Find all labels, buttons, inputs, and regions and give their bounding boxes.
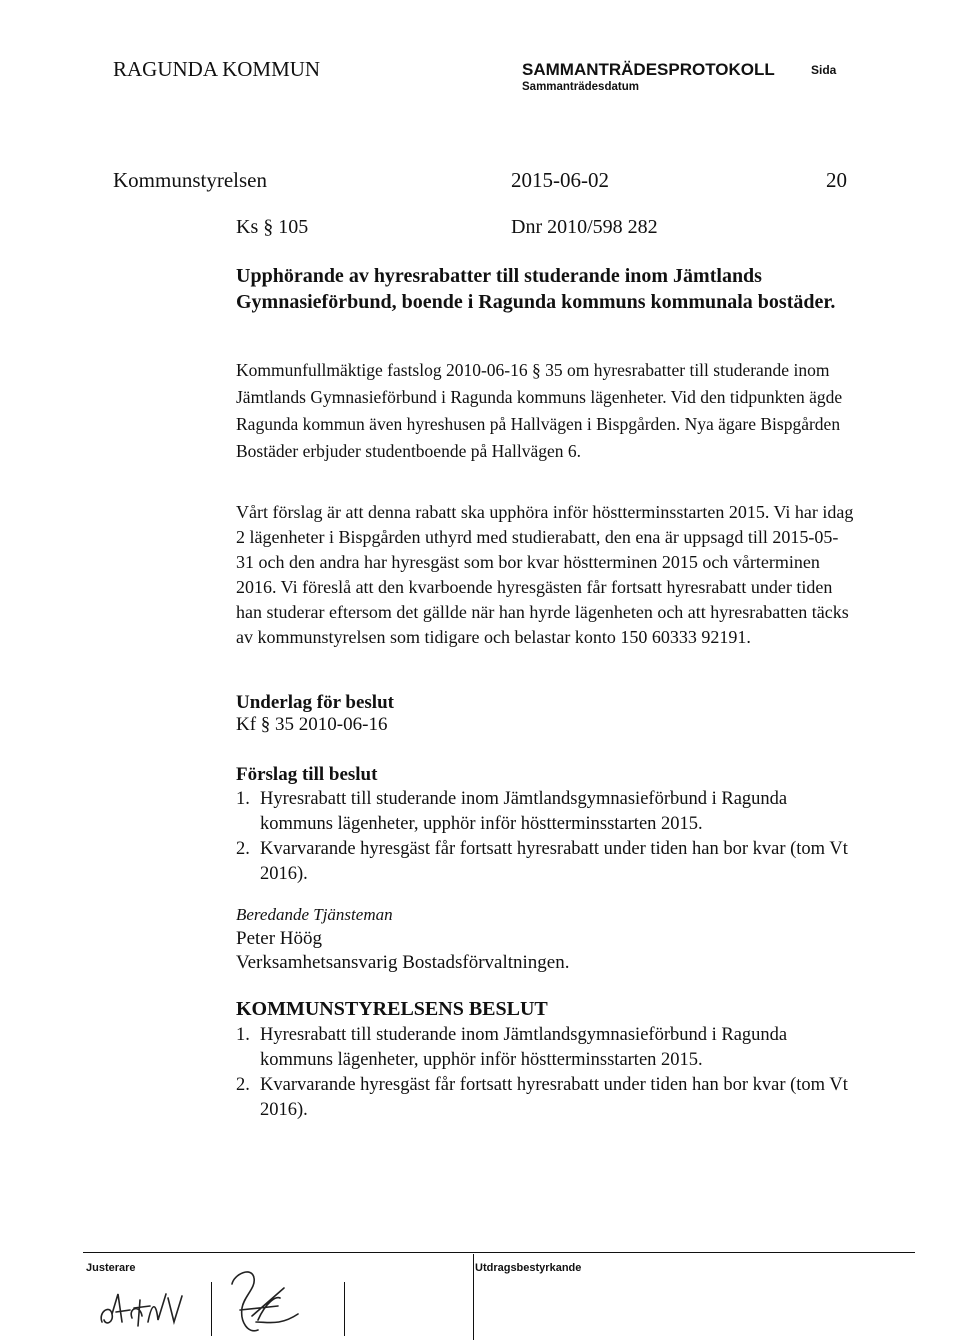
background-paragraph: Kommunfullmäktige fastslog 2010-06-16 § 35 om hyresrabatter till studerande inom Jämtlands Gymnasieförbund i Ragunda kommuns lägenheter. Vid den tidpunkten ägde Ragunda kommun även hyreshusen på Hallvägen i Bispgården. Nya ägare Bispgården Bostäder erbjuder studentboende på Hallvägen 6. <box>236 360 843 461</box>
beredande-label: Beredande Tjänsteman <box>236 905 393 924</box>
page-number: 20 <box>826 168 847 192</box>
case-registration-number: Dnr 2010/598 282 <box>511 216 658 238</box>
list-item-number: 1. <box>236 789 250 809</box>
municipality-name: RAGUNDA KOMMUN <box>113 57 321 81</box>
case-paragraph-number: Ks § 105 <box>236 216 309 238</box>
list-item-text: Hyresrabatt till studerande inom Jämtlandsgymnasieförbund i Ragunda kommuns lägenheter, upphör inför höstterminsstarten 2015. <box>260 1025 788 1070</box>
date-label: Sammanträdesdatum <box>522 81 639 93</box>
forslag-list <box>236 787 856 887</box>
forslag-heading: Förslag till beslut <box>236 764 378 785</box>
list-item-number: 2. <box>236 1075 250 1095</box>
beslut-heading: KOMMUNSTYRELSENS BESLUT <box>236 998 548 1020</box>
list-item-text: Kvarvarande hyresgäst får fortsatt hyresrabatt under tiden han bor kvar (tom Vt 2016). <box>260 839 848 884</box>
list-item-text: Kvarvarande hyresgäst får fortsatt hyresrabatt under tiden han bor kvar (tom Vt 2016). <box>260 1075 848 1120</box>
governing-body: Kommunstyrelsen <box>113 168 267 192</box>
proposal-paragraph: Vårt förslag är att denna rabatt ska upphöra inför höstterminsstarten 2015. Vi har idag 2 lägenheter i Bispgården uthyrd med studierabatt, den ena är uppsagd till 2015-05-31 och den andra har hyresgäst som bor kvar höstterminen 2015 och vårterminen 2016. Vi föreslå att den kvarboende hyresgästen får fortsatt hyresrabatt under tiden han studerar eftersom det gällde när han hyrde lägenheten och att hyresrabatten täcks av kommunstyrelsen som tidigare och belastar konto 150 60333 92191. <box>236 502 854 647</box>
list-item <box>236 787 856 837</box>
list-item <box>236 1073 856 1123</box>
footer-divider <box>83 1252 915 1253</box>
footer-column-divider <box>473 1254 474 1340</box>
beredande-organization: Verksamhetsansvarig Bostadsförvaltningen. <box>236 952 570 973</box>
signature-initials-1 <box>96 1282 192 1334</box>
signature-separator <box>344 1282 345 1336</box>
list-item-number: 2. <box>236 839 250 859</box>
underlag-reference: Kf § 35 2010-06-16 <box>236 714 388 735</box>
case-title: Upphörande av hyresrabatter till studerande inom Jämtlands Gymnasieförbund, boende i Ragunda kommuns kommunala bostäder. <box>236 265 836 313</box>
beslut-list <box>236 1023 856 1123</box>
utdragsbestyrkande-label: Utdragsbestyrkande <box>475 1262 582 1274</box>
list-item <box>236 837 856 887</box>
page-label: Sida <box>811 63 837 77</box>
beredande-name: Peter Höög <box>236 928 323 949</box>
list-item-text: Hyresrabatt till studerande inom Jämtlandsgymnasieförbund i Ragunda kommuns lägenheter, upphör inför höstterminsstarten 2015. <box>260 789 788 834</box>
meeting-date: 2015-06-02 <box>511 168 609 192</box>
justerare-label: Justerare <box>86 1262 136 1274</box>
signature-initials-2 <box>218 1262 318 1338</box>
list-item <box>236 1023 856 1073</box>
signature-separator <box>211 1282 212 1336</box>
list-item-number: 1. <box>236 1025 250 1045</box>
document-type: SAMMANTRÄDESPROTOKOLL <box>522 60 775 79</box>
underlag-heading: Underlag för beslut <box>236 692 394 713</box>
